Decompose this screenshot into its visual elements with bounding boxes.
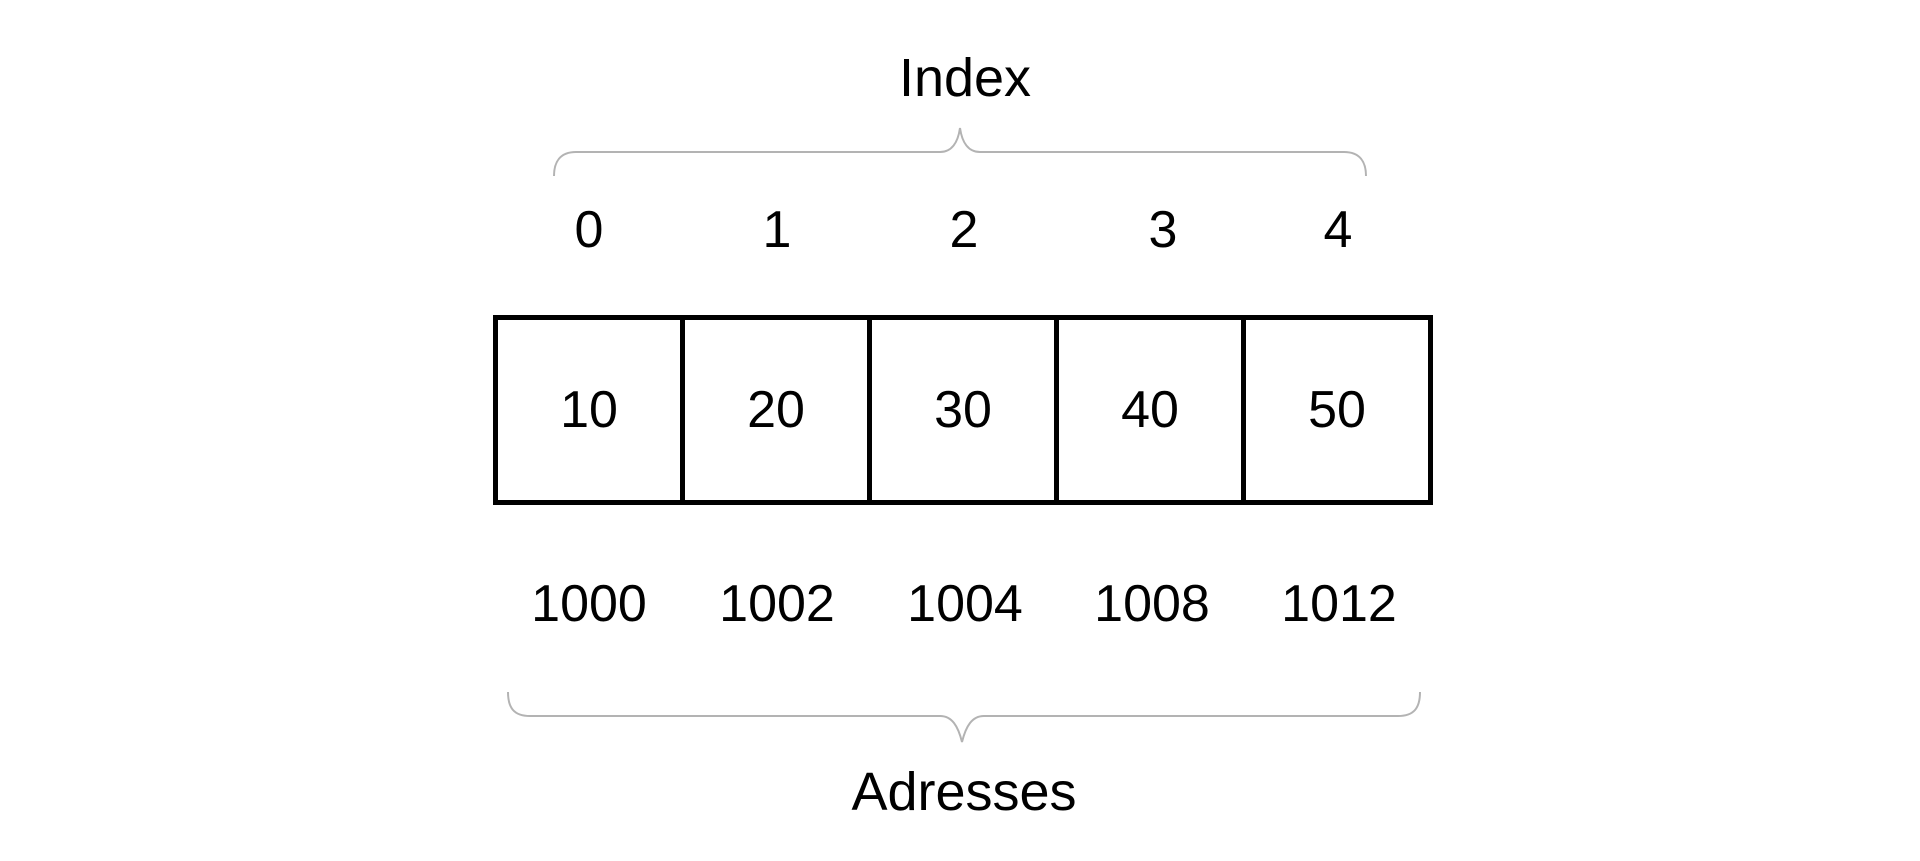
cell-value: 30 (934, 381, 992, 439)
index-4: 4 (1323, 201, 1353, 259)
address-2: 1004 (907, 575, 1023, 633)
array-cell-0 (498, 320, 685, 500)
index-2: 2 (949, 201, 979, 259)
address-4: 1012 (1281, 575, 1397, 633)
array-cell-3 (1059, 320, 1246, 500)
index-1: 1 (762, 201, 792, 259)
cell-value: 50 (1308, 381, 1366, 439)
index-0: 0 (574, 201, 604, 259)
address-brace (508, 692, 1420, 742)
index-title: Index (898, 48, 1032, 108)
address-1: 1002 (719, 575, 835, 633)
address-3: 1008 (1094, 575, 1210, 633)
array-cell-4 (1246, 320, 1428, 500)
array-cell-2 (872, 320, 1059, 500)
cell-value: 20 (747, 381, 805, 439)
cell-value: 40 (1121, 381, 1179, 439)
index-brace (554, 128, 1366, 176)
index-3: 3 (1148, 201, 1178, 259)
address-0: 1000 (531, 575, 647, 633)
addresses-title: Adresses (851, 762, 1077, 822)
array-cells (493, 315, 1433, 505)
cell-value: 10 (560, 381, 618, 439)
array-cell-1 (685, 320, 872, 500)
